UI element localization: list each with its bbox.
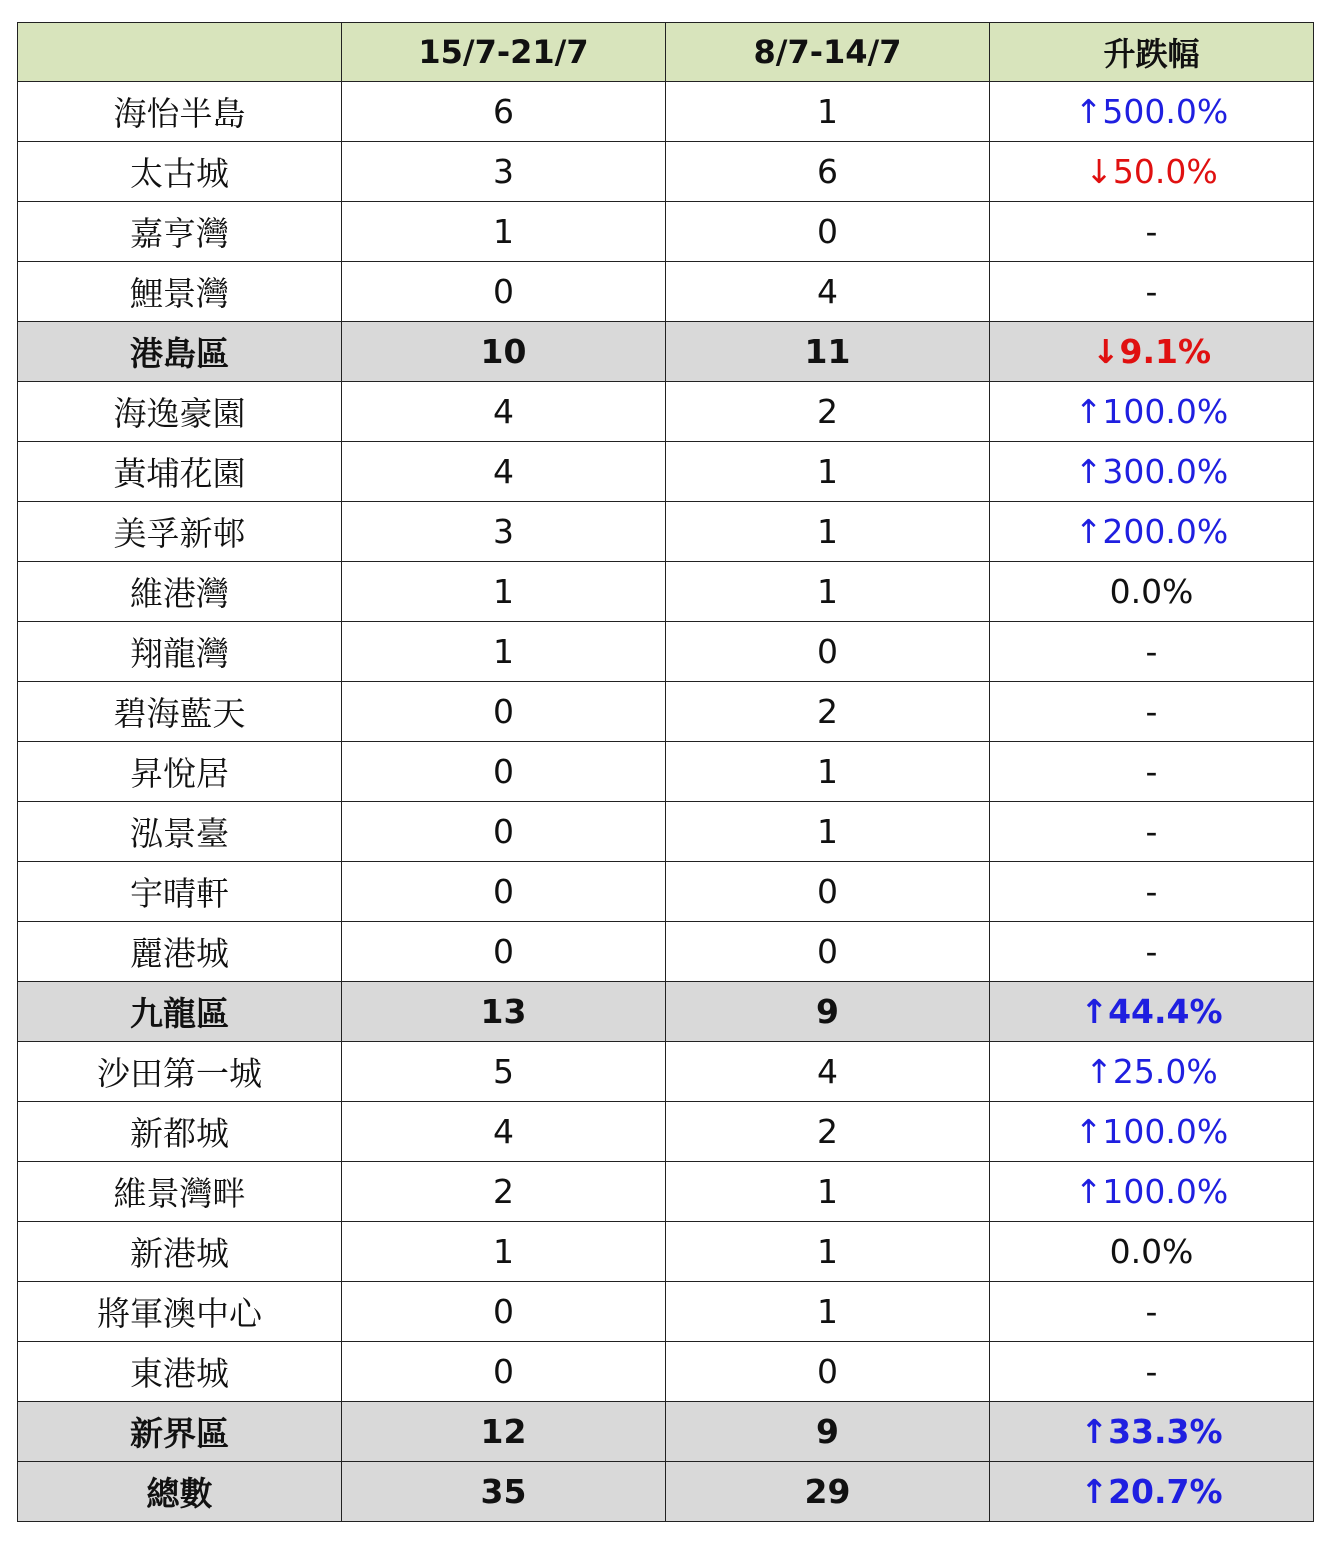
estate-name-cell: 昇悅居 [18,742,342,802]
table-row [18,562,1314,622]
week-previous-cell: 0 [666,622,990,682]
week-current-cell: 1 [342,622,666,682]
estate-name-cell: 海逸豪園 [18,382,342,442]
change-cell: ↑25.0% [990,1042,1314,1102]
table-row [18,922,1314,982]
week-current-cell: 0 [342,682,666,742]
estate-name-cell: 維景灣畔 [18,1162,342,1222]
estate-name-cell: 新港城 [18,1222,342,1282]
week-previous-cell: 9 [666,1402,990,1462]
table-row [18,1042,1314,1102]
estate-name-cell: 碧海藍天 [18,682,342,742]
week-previous-cell: 29 [666,1462,990,1522]
estate-name-cell: 總數 [18,1462,342,1522]
table-row [18,802,1314,862]
week-current-cell: 0 [342,862,666,922]
week-previous-cell: 0 [666,202,990,262]
week-previous-cell: 1 [666,562,990,622]
estate-name-cell: 嘉亨灣 [18,202,342,262]
week-current-cell: 4 [342,1102,666,1162]
week-previous-cell: 9 [666,982,990,1042]
week-previous-cell: 1 [666,82,990,142]
subtotal-row [18,322,1314,382]
change-cell: ↓50.0% [990,142,1314,202]
estate-name-cell: 維港灣 [18,562,342,622]
week-previous-cell: 2 [666,1102,990,1162]
week-current-cell: 0 [342,1282,666,1342]
change-cell: ↑100.0% [990,382,1314,442]
table-row [18,382,1314,442]
change-cell: ↑44.4% [990,982,1314,1042]
table-row [18,1222,1314,1282]
change-cell: - [990,922,1314,982]
week-previous-cell: 11 [666,322,990,382]
change-cell: - [990,862,1314,922]
week-current-cell: 0 [342,742,666,802]
week-previous-cell: 1 [666,1222,990,1282]
week-current-cell: 2 [342,1162,666,1222]
header-week-current: 15/7-21/7 [342,23,666,82]
week-previous-cell: 1 [666,742,990,802]
estate-name-cell: 東港城 [18,1342,342,1402]
table-row [18,742,1314,802]
week-current-cell: 0 [342,262,666,322]
estate-name-cell: 泓景臺 [18,802,342,862]
subtotal-row [18,982,1314,1042]
table-row [18,622,1314,682]
change-cell: 0.0% [990,1222,1314,1282]
change-cell: - [990,622,1314,682]
week-current-cell: 12 [342,1402,666,1462]
week-current-cell: 10 [342,322,666,382]
table-row [18,442,1314,502]
change-cell: ↑100.0% [990,1162,1314,1222]
change-cell: ↑200.0% [990,502,1314,562]
week-previous-cell: 6 [666,142,990,202]
week-current-cell: 4 [342,382,666,442]
change-cell: - [990,802,1314,862]
change-cell: ↑500.0% [990,82,1314,142]
estate-name-cell: 鯉景灣 [18,262,342,322]
table-row [18,1102,1314,1162]
week-previous-cell: 1 [666,442,990,502]
change-cell: - [990,1342,1314,1402]
table-row [18,502,1314,562]
table-row [18,682,1314,742]
change-cell: - [990,1282,1314,1342]
estate-name-cell: 將軍澳中心 [18,1282,342,1342]
table-row [18,202,1314,262]
change-cell: - [990,202,1314,262]
week-current-cell: 5 [342,1042,666,1102]
transactions-table [17,22,1314,1522]
week-previous-cell: 0 [666,862,990,922]
estate-name-cell: 海怡半島 [18,82,342,142]
week-previous-cell: 4 [666,262,990,322]
week-previous-cell: 0 [666,922,990,982]
change-cell: ↑300.0% [990,442,1314,502]
change-cell: - [990,682,1314,742]
week-previous-cell: 1 [666,802,990,862]
estate-name-cell: 新都城 [18,1102,342,1162]
week-current-cell: 0 [342,922,666,982]
week-current-cell: 6 [342,82,666,142]
week-previous-cell: 1 [666,502,990,562]
week-current-cell: 35 [342,1462,666,1522]
table-row [18,1162,1314,1222]
change-cell: ↓9.1% [990,322,1314,382]
week-current-cell: 13 [342,982,666,1042]
week-current-cell: 1 [342,1222,666,1282]
week-current-cell: 3 [342,502,666,562]
header-estate [18,23,342,82]
week-previous-cell: 1 [666,1282,990,1342]
estate-name-cell: 沙田第一城 [18,1042,342,1102]
change-cell: - [990,742,1314,802]
estate-name-cell: 九龍區 [18,982,342,1042]
table-row [18,1342,1314,1402]
estate-name-cell: 黃埔花園 [18,442,342,502]
header-row [18,23,1314,82]
week-previous-cell: 2 [666,382,990,442]
estate-name-cell: 港島區 [18,322,342,382]
table-row [18,82,1314,142]
table-row [18,262,1314,322]
subtotal-row [18,1402,1314,1462]
change-cell: ↑33.3% [990,1402,1314,1462]
change-cell: ↑20.7% [990,1462,1314,1522]
estate-name-cell: 新界區 [18,1402,342,1462]
change-cell: 0.0% [990,562,1314,622]
table-row [18,862,1314,922]
estate-name-cell: 翔龍灣 [18,622,342,682]
change-cell: ↑100.0% [990,1102,1314,1162]
week-current-cell: 0 [342,802,666,862]
table-body [18,82,1314,1522]
week-current-cell: 0 [342,1342,666,1402]
estate-name-cell: 美孚新邨 [18,502,342,562]
estate-name-cell: 宇晴軒 [18,862,342,922]
header-change: 升跌幅 [990,23,1314,82]
change-cell: - [990,262,1314,322]
week-previous-cell: 0 [666,1342,990,1402]
subtotal-row [18,1462,1314,1522]
week-current-cell: 4 [342,442,666,502]
week-previous-cell: 4 [666,1042,990,1102]
table-row [18,1282,1314,1342]
estate-name-cell: 太古城 [18,142,342,202]
week-current-cell: 1 [342,562,666,622]
header-week-previous: 8/7-14/7 [666,23,990,82]
estate-name-cell: 麗港城 [18,922,342,982]
week-current-cell: 1 [342,202,666,262]
week-current-cell: 3 [342,142,666,202]
week-previous-cell: 1 [666,1162,990,1222]
week-previous-cell: 2 [666,682,990,742]
table-row [18,142,1314,202]
